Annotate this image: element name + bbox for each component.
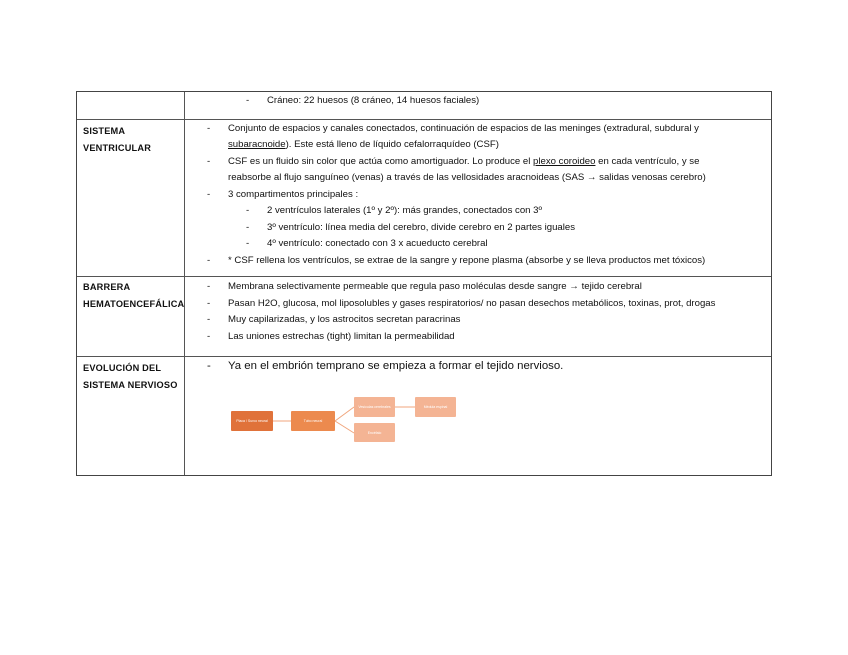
row-barrera <box>77 276 771 357</box>
notes-table <box>76 91 772 476</box>
bullet-dash: - <box>246 95 250 106</box>
bullet-dash: - <box>246 238 250 249</box>
item-line: Pasan H2O, glucosa, mol liposolubles y gases respiratorios/ no pasan desechos metabólicos, toxinas, prot, drogas <box>228 298 716 309</box>
bullet-dash: - <box>207 156 211 167</box>
item-line: Las uniones estrechas (tight) limitan la permeabilidad <box>228 331 455 342</box>
bullet-dash: - <box>246 222 250 233</box>
diagram-node: Médula espinal <box>415 397 456 417</box>
bullet-dash: - <box>207 255 211 266</box>
item-line: 3 compartimentos principales : <box>228 189 359 200</box>
sub-item: 3º ventrículo: línea media del cerebro, divide cerebro en 2 partes iguales <box>267 222 576 233</box>
text-run: ). Este está lleno de líquido cefalorraquídeo (CSF) <box>285 139 499 150</box>
label-line: EVOLUCIÓN DEL <box>83 363 162 373</box>
label-line: SISTEMA NERVIOSO <box>83 380 178 390</box>
item-line: Muy capilarizadas, y los astrocitos secretan paracrinas <box>228 314 461 325</box>
underlined-term: plexo coroideo <box>533 156 596 167</box>
label-line: SISTEMA <box>83 126 126 136</box>
diagram-node: Tubo neural <box>291 411 335 431</box>
label-line: VENTRICULAR <box>83 143 152 153</box>
label-line: HEMATOENCEFÁLICA <box>83 299 185 309</box>
bullet-dash: - <box>207 189 211 200</box>
connector-line <box>335 421 354 433</box>
bullet-dash: - <box>207 314 211 325</box>
bullet-dash: - <box>207 298 211 309</box>
item-line-cont <box>228 137 499 152</box>
row-sistema-ventricular <box>77 119 771 277</box>
item-line <box>228 154 699 169</box>
row-evolucion <box>77 356 771 476</box>
sub-item: 4º ventrículo: conectado con 3 x acueducto cerebral <box>267 238 488 249</box>
bullet-dash: - <box>207 331 211 342</box>
row-label <box>83 279 184 313</box>
item-line: * CSF rellena los ventrículos, se extrae de la sangre y repone plasma (absorbe y se lleva productos met tóxicos) <box>228 255 706 266</box>
item-craneo: Cráneo: 22 huesos (8 cráneo, 14 huesos faciales) <box>267 95 480 106</box>
item-line: Membrana selectivamente permeable que regula paso moléculas desde sangre → tejido cerebral <box>228 281 642 292</box>
bullet-dash: - <box>207 123 211 134</box>
underlined-term: subaracnoide <box>228 139 286 150</box>
row-label <box>83 123 151 157</box>
item-line-cont: reabsorbe al flujo sanguíneo (venas) a través de las vellosidades aracnoideas (SAS → salidas venosas cerebro) <box>228 172 706 183</box>
diagram-node: Vesículas cerebrales <box>354 397 395 417</box>
sub-item: 2 ventrículos laterales (1º y 2º): más grandes, conectados con 3º <box>267 205 543 216</box>
item-line: Conjunto de espacios y canales conectados, continuación de espacios de las meninges (extradural, subdural y <box>228 123 699 134</box>
bullet-dash: - <box>246 205 250 216</box>
text-run: CSF es un fluido sin color que actúa como amortiguador. Lo produce el <box>228 156 534 167</box>
diagram-node: Encéfalo <box>354 423 395 442</box>
item-line: Ya en el embrión temprano se empieza a formar el tejido nervioso. <box>228 360 564 372</box>
bullet-dash: - <box>207 360 211 372</box>
row-craneo <box>77 92 771 119</box>
diagram-node: Placa / Surco neural <box>231 411 273 431</box>
label-line: BARRERA <box>83 282 131 292</box>
text-run: en cada ventrículo, y se <box>595 156 700 167</box>
bullet-dash: - <box>207 281 211 292</box>
connector-line <box>335 407 354 421</box>
